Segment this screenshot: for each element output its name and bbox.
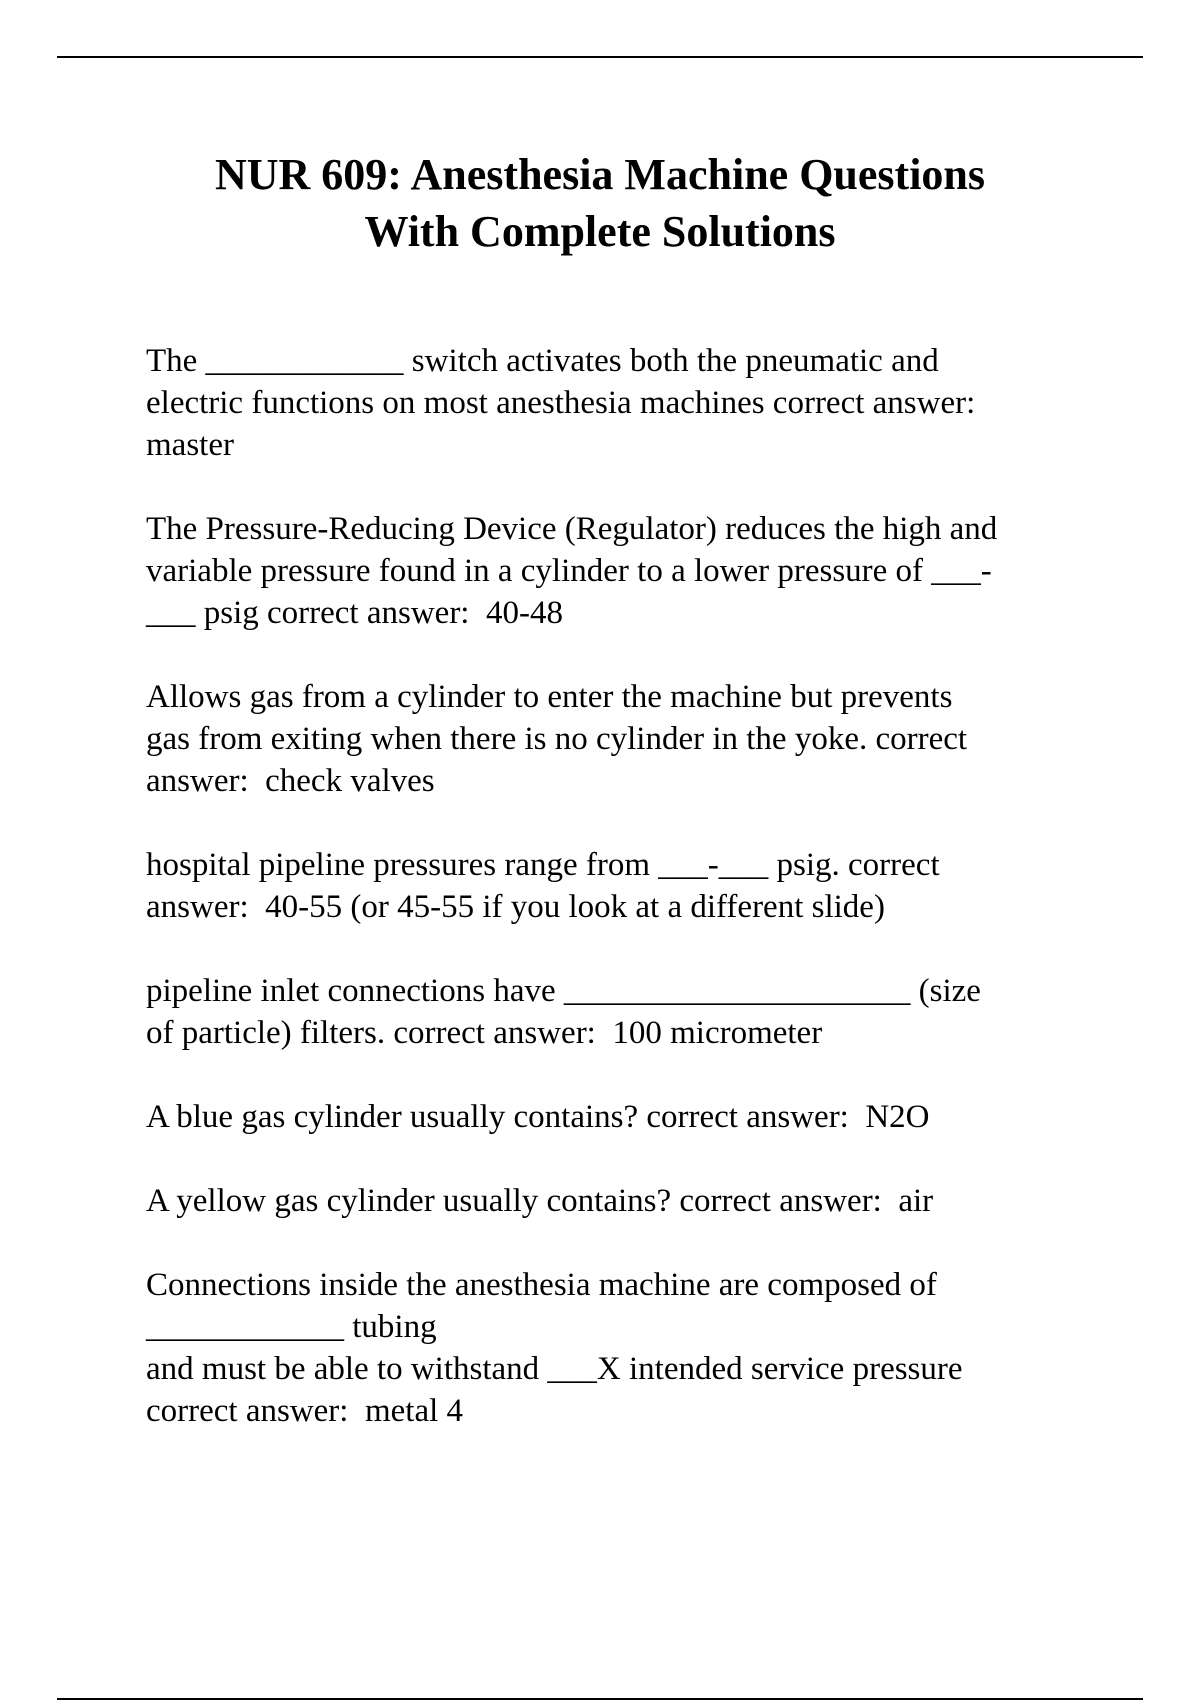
qa-line: and must be able to withstand ___X intended service pressure (146, 1351, 963, 1387)
qa-line: ____________ tubing (146, 1309, 437, 1345)
qa-line: The ____________ switch activates both the pneumatic and (146, 343, 939, 379)
document-title (100, 146, 1100, 260)
qa-item-yellow-cylinder (146, 1180, 1096, 1222)
qa-line: hospital pipeline pressures range from ___-___ psig. correct (146, 847, 940, 883)
qa-line: answer: check valves (146, 763, 435, 799)
qa-line: The Pressure-Reducing Device (Regulator) reduces the high and (146, 511, 998, 547)
qa-line: electric functions on most anesthesia machines correct answer: (146, 385, 976, 421)
qa-item-check-valves (146, 676, 1096, 802)
qa-line: A blue gas cylinder usually contains? correct answer: N2O (146, 1099, 930, 1135)
qa-item-tubing (146, 1264, 1096, 1432)
qa-item-inlet-filters (146, 970, 1096, 1054)
qa-item-blue-cylinder (146, 1096, 1096, 1138)
top-rule (57, 56, 1143, 58)
title-line-1: NUR 609: Anesthesia Machine Questions (214, 150, 986, 199)
qa-line: gas from exiting when there is no cylinder in the yoke. correct (146, 721, 968, 757)
qa-line: pipeline inlet connections have _____________________ (size (146, 973, 981, 1009)
qa-line: correct answer: metal 4 (146, 1393, 464, 1429)
qa-line: ___ psig correct answer: 40-48 (146, 595, 563, 631)
qa-line: A yellow gas cylinder usually contains? correct answer: air (146, 1183, 934, 1219)
qa-line: answer: 40-55 (or 45-55 if you look at a different slide) (146, 889, 885, 925)
qa-line: Allows gas from a cylinder to enter the machine but prevents (146, 679, 953, 715)
qa-line: variable pressure found in a cylinder to a lower pressure of ___- (146, 553, 992, 589)
qa-line: Connections inside the anesthesia machine are composed of (146, 1267, 937, 1303)
qa-line: of particle) filters. correct answer: 100 micrometer (146, 1015, 823, 1051)
qa-item-regulator (146, 508, 1096, 634)
qa-line: master (146, 427, 234, 463)
qa-item-pipeline-pressure (146, 844, 1096, 928)
title-line-2: With Complete Solutions (364, 207, 836, 256)
qa-item-master-switch (146, 340, 1096, 466)
question-list (146, 340, 1096, 1474)
